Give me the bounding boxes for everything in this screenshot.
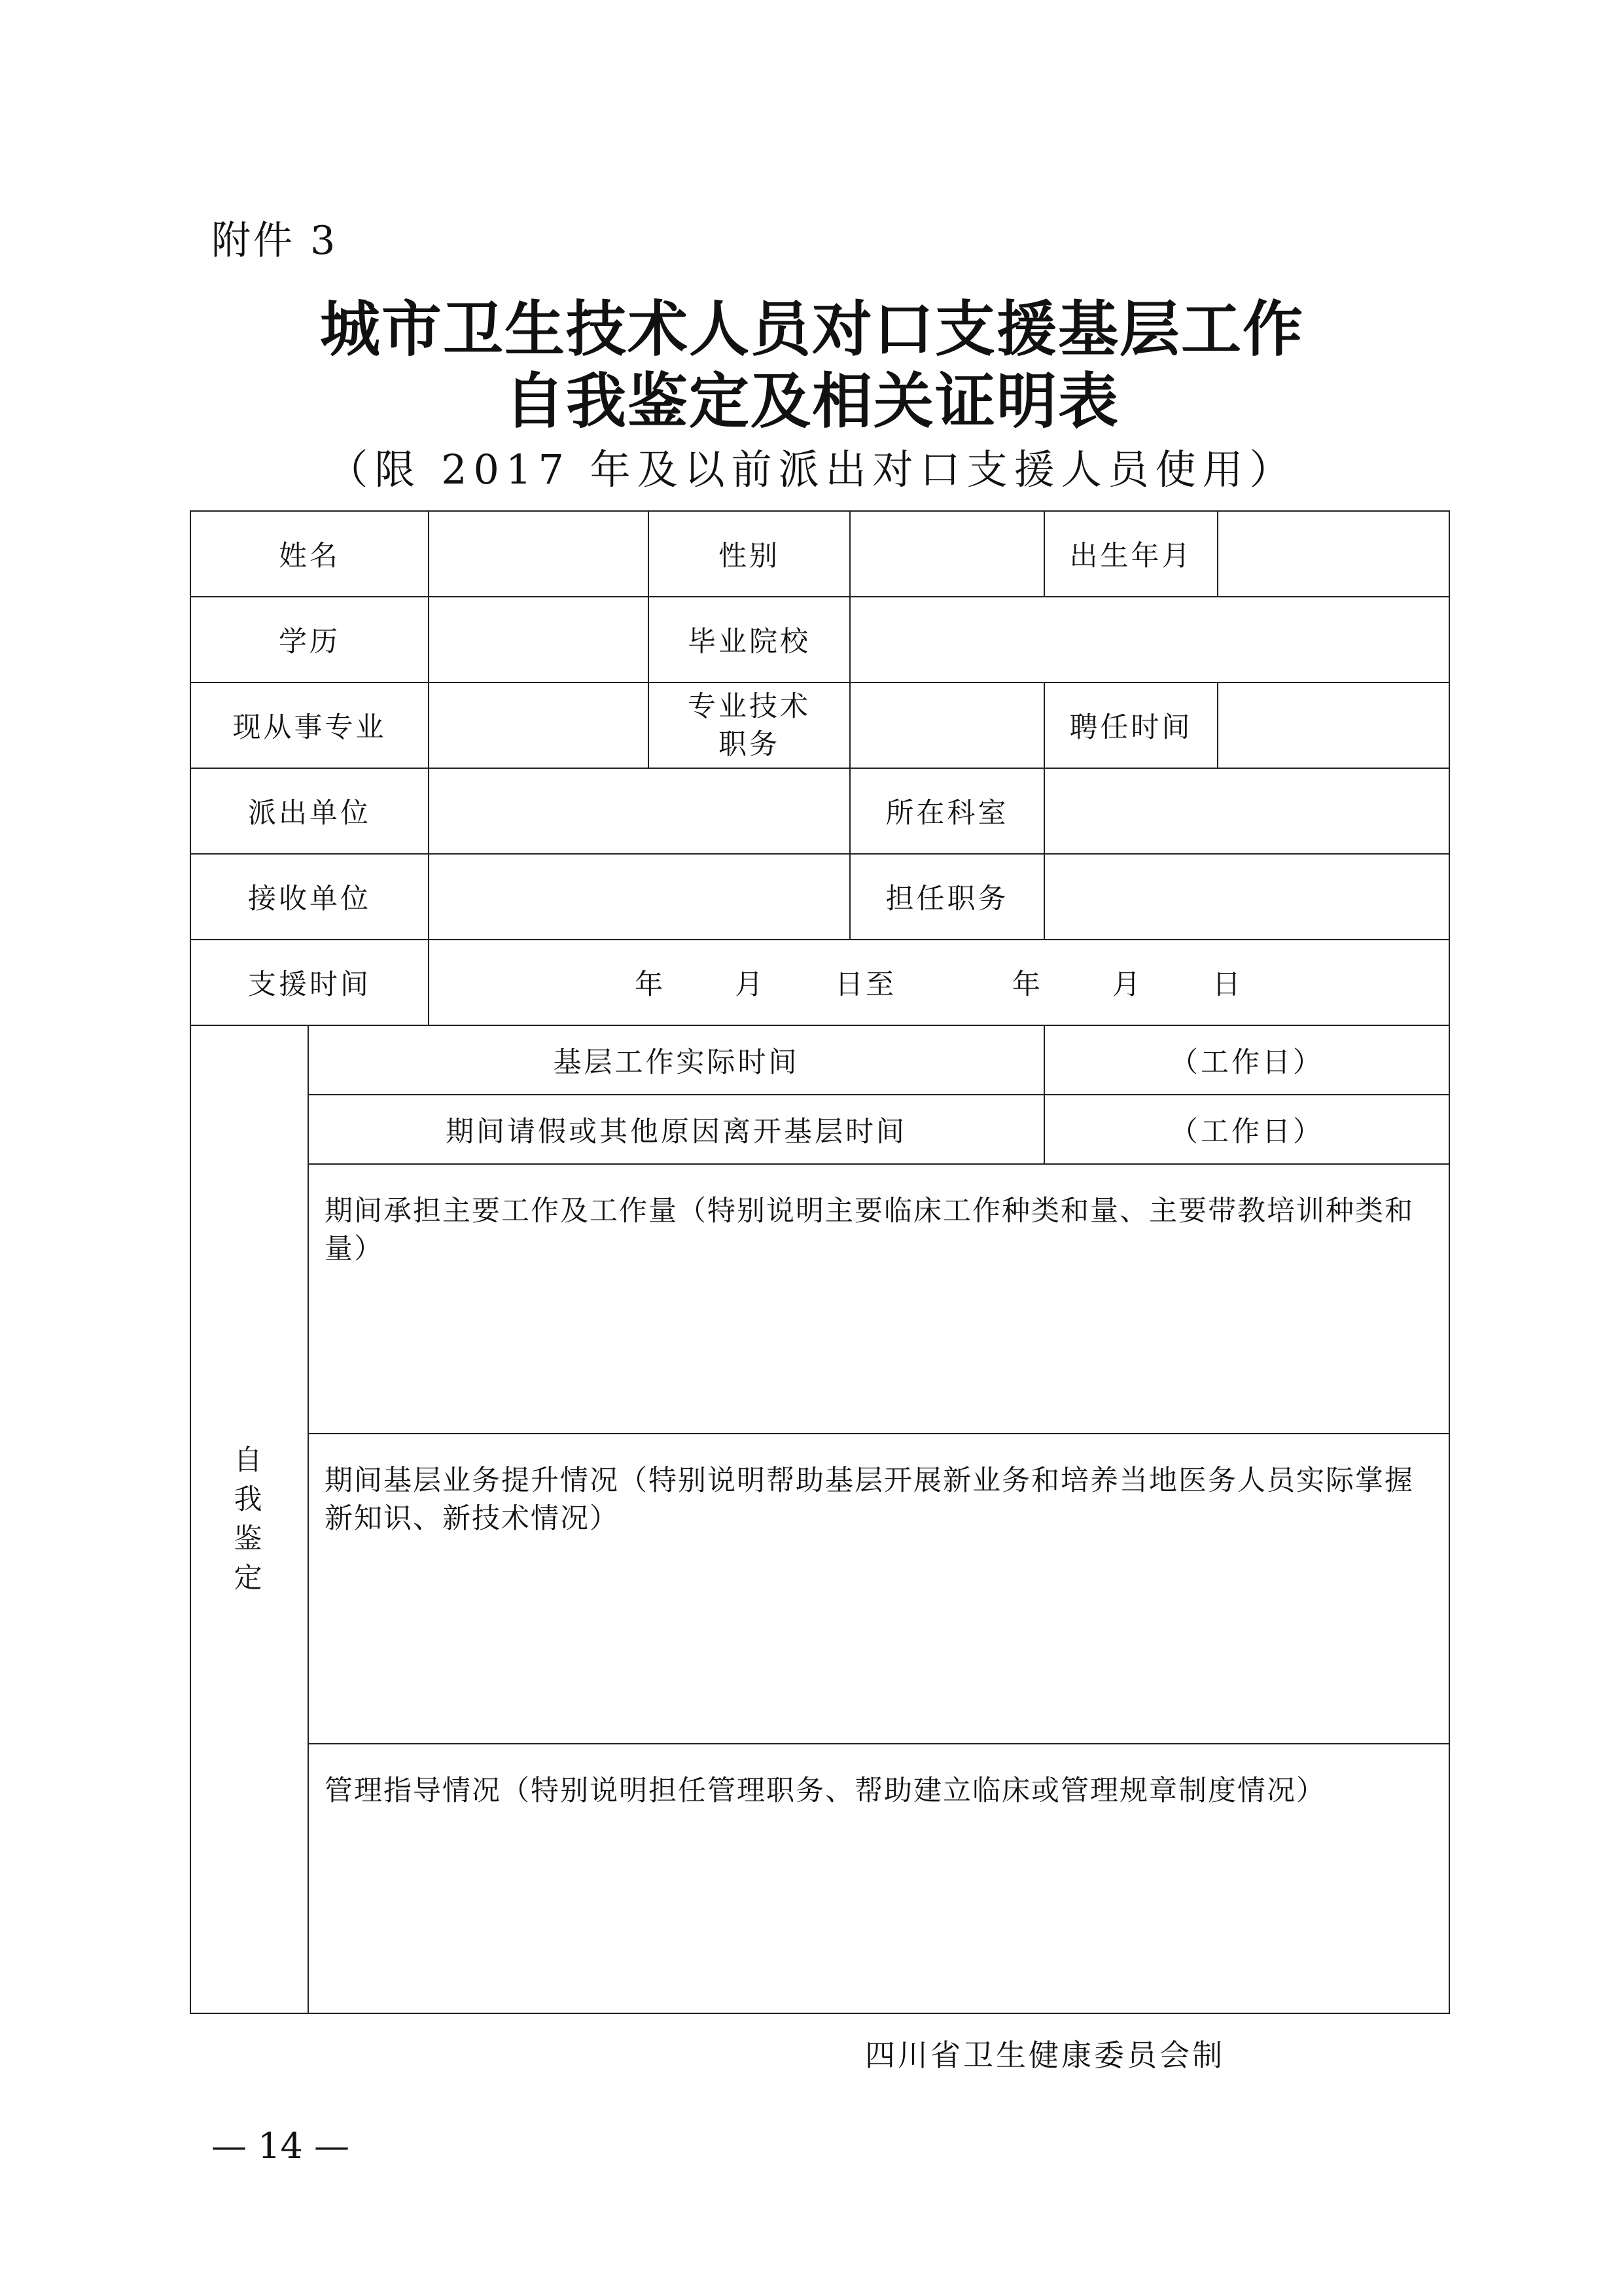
support-time-field[interactable]: 年 月 日至 年 月 日 bbox=[429, 940, 1449, 1025]
document-title-line-2: 自我鉴定及相关证明表 bbox=[504, 366, 1120, 436]
sending-unit-label: 派出单位 bbox=[190, 768, 429, 854]
appointment-time-field[interactable] bbox=[1218, 682, 1449, 768]
gender-field[interactable] bbox=[850, 511, 1044, 597]
receiving-unit-field[interactable] bbox=[429, 854, 850, 940]
technical-title-label-line-2: 职务 bbox=[718, 728, 780, 761]
education-label: 学历 bbox=[190, 597, 429, 682]
appointment-time-label: 聘任时间 bbox=[1044, 682, 1218, 768]
form-row-profession bbox=[190, 682, 1449, 768]
actual-time-field[interactable]: （工作日） bbox=[1044, 1025, 1449, 1095]
position-label: 担任职务 bbox=[850, 854, 1044, 940]
support-time-label: 支援时间 bbox=[190, 940, 429, 1025]
department-field[interactable] bbox=[1044, 768, 1449, 854]
technical-title-label-line-1: 专业技术 bbox=[688, 690, 811, 723]
name-field[interactable] bbox=[429, 511, 648, 597]
actual-time-label: 基层工作实际时间 bbox=[308, 1025, 1044, 1095]
birth-field[interactable] bbox=[1218, 511, 1449, 597]
technical-title-label bbox=[648, 682, 850, 768]
form-row-education bbox=[190, 597, 1449, 682]
name-label: 姓名 bbox=[190, 511, 429, 597]
school-field[interactable] bbox=[850, 597, 1449, 682]
education-field[interactable] bbox=[429, 597, 648, 682]
form-row-leave-time bbox=[190, 1095, 1449, 1164]
issuer-note: 四川省卫生健康委员会制 bbox=[865, 2038, 1225, 2073]
form-row-support-time bbox=[190, 940, 1449, 1025]
form-row-sending-unit bbox=[190, 768, 1449, 854]
form-row-main-work bbox=[190, 1164, 1449, 1434]
self-evaluation-form bbox=[190, 510, 1450, 2014]
specialty-label: 现从事专业 bbox=[190, 682, 429, 768]
form-row-receiving-unit bbox=[190, 854, 1449, 940]
school-label: 毕业院校 bbox=[648, 597, 850, 682]
leave-time-label: 期间请假或其他原因离开基层时间 bbox=[308, 1095, 1044, 1164]
main-work-field[interactable] bbox=[308, 1164, 1449, 1434]
department-label: 所在科室 bbox=[850, 768, 1044, 854]
self-evaluation-label bbox=[190, 1025, 308, 2013]
sending-unit-field[interactable] bbox=[429, 768, 850, 854]
leave-time-field[interactable]: （工作日） bbox=[1044, 1095, 1449, 1164]
attachment-label: 附件 3 bbox=[211, 218, 338, 264]
main-work-label: 期间承担主要工作及工作量（特别说明主要临床工作种类和量、主要带教培训种类和量） bbox=[325, 1195, 1414, 1265]
position-field[interactable] bbox=[1044, 854, 1449, 940]
document-subtitle: （限 2017 年及以前派出对口支援人员使用） bbox=[327, 446, 1297, 493]
form-row-improvement bbox=[190, 1434, 1449, 1744]
form-row-management bbox=[190, 1744, 1449, 2013]
birth-label: 出生年月 bbox=[1044, 511, 1218, 597]
self-eval-char-2: 我 bbox=[234, 1483, 265, 1516]
management-label: 管理指导情况（特别说明担任管理职务、帮助建立临床或管理规章制度情况） bbox=[325, 1775, 1326, 1807]
gender-label: 性别 bbox=[648, 511, 850, 597]
technical-title-field[interactable] bbox=[850, 682, 1044, 768]
self-eval-char-1: 自 bbox=[234, 1444, 265, 1477]
self-eval-char-3: 鉴 bbox=[234, 1523, 265, 1555]
form-row-basic bbox=[190, 511, 1449, 597]
receiving-unit-label: 接收单位 bbox=[190, 854, 429, 940]
improvement-field[interactable] bbox=[308, 1434, 1449, 1744]
improvement-label: 期间基层业务提升情况（特别说明帮助基层开展新业务和培养当地医务人员实际掌握新知识、新技术情况） bbox=[325, 1464, 1414, 1535]
specialty-field[interactable] bbox=[429, 682, 648, 768]
form-row-actual-time bbox=[190, 1025, 1449, 1095]
self-eval-char-4: 定 bbox=[234, 1562, 265, 1595]
management-field[interactable] bbox=[308, 1744, 1449, 2013]
document-title-line-1: 城市卫生技术人员对口支援基层工作 bbox=[319, 294, 1304, 364]
page-number: — 14 — bbox=[211, 2125, 350, 2166]
